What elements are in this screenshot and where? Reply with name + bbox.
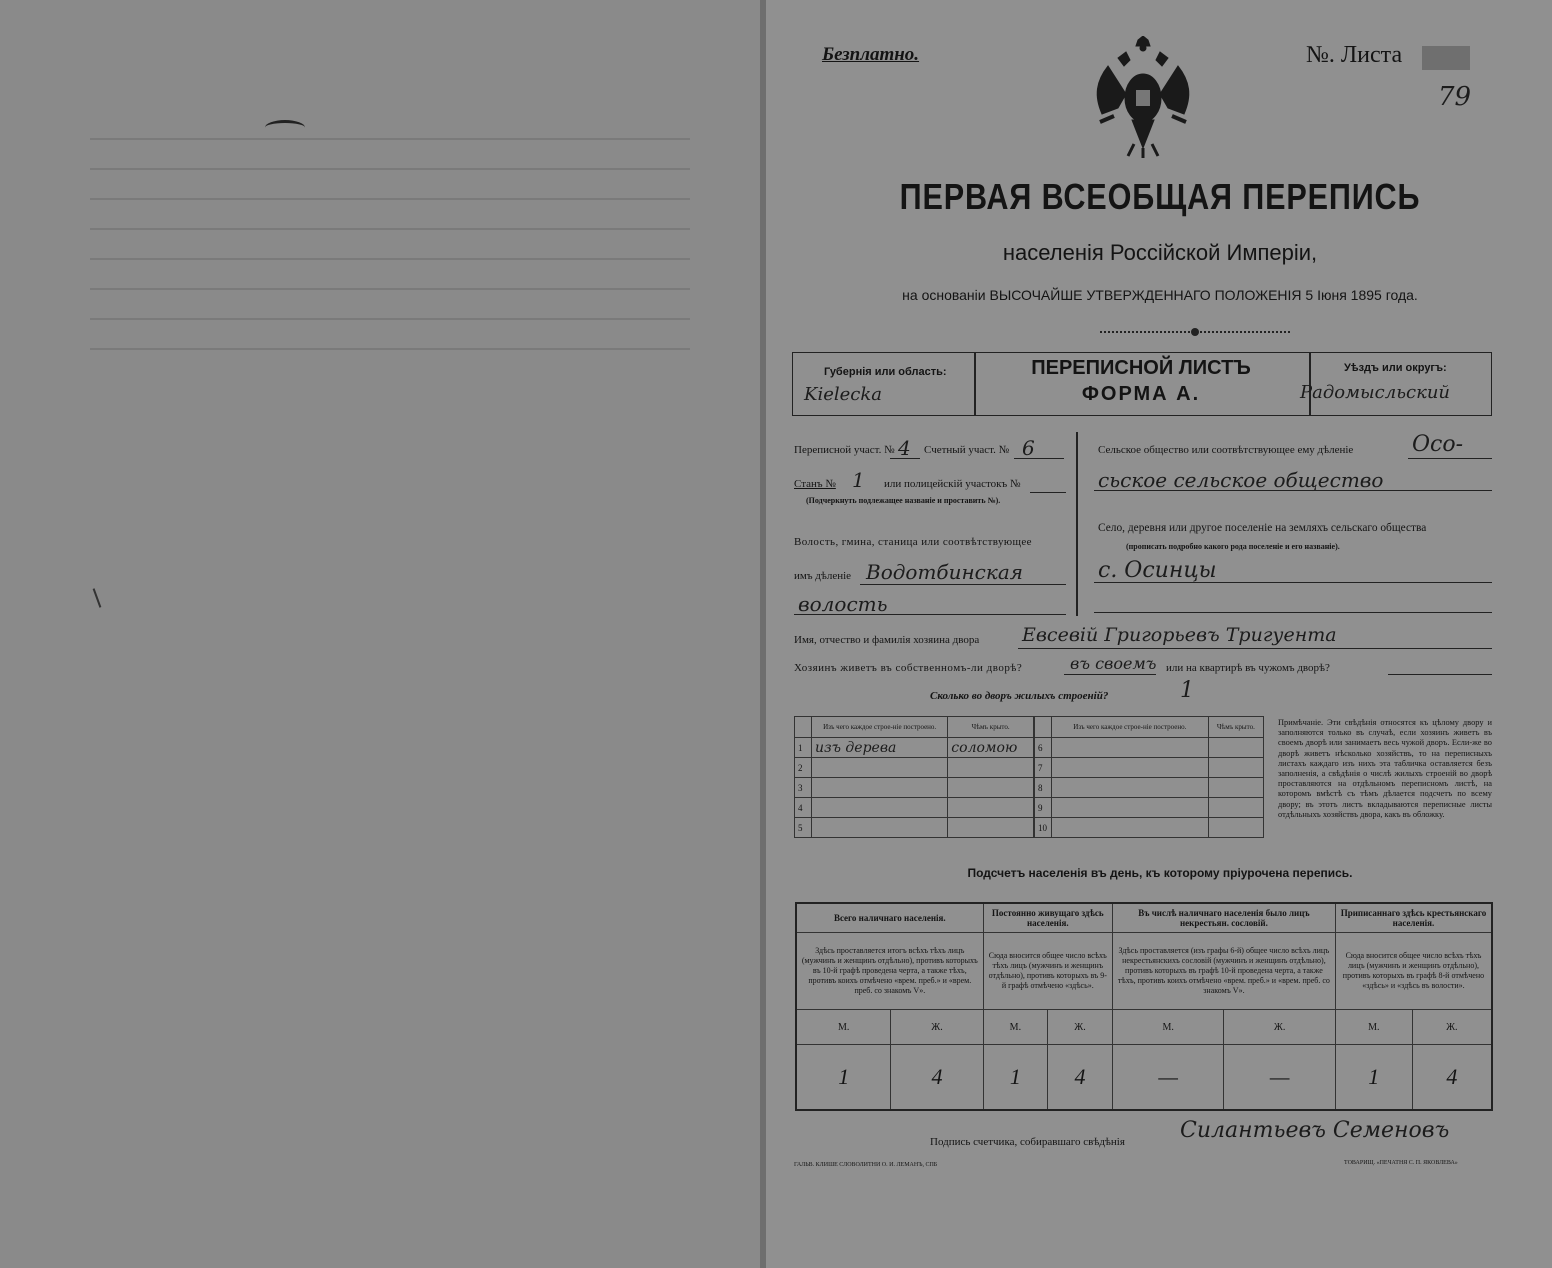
male-header: М. — [796, 1010, 891, 1045]
permanent-male-value: 1 — [983, 1045, 1048, 1111]
free-label: Безплатно. — [822, 44, 920, 65]
underline-note: (Подчеркнуть подлежащее названіе и проставить №). — [806, 496, 1001, 505]
printer-imprint-left: ГАЛЬВ. КЛИШЕ СЛОВОЛИТНИ О. И. ЛЕМАНЪ, СПБ — [794, 1162, 938, 1168]
rent-label: или на квартирѣ въ чужомъ дворѣ? — [1166, 662, 1330, 674]
gubernia-value: Kielecka — [804, 384, 882, 405]
page-subtitle: населенія Россійской Имперіи, — [1002, 240, 1318, 265]
buildings-table-right — [1034, 716, 1264, 838]
volost-label: Волость, гмина, станица или соотвѣтствующее — [794, 536, 1032, 548]
double-headed-eagle-emblem — [1088, 36, 1198, 158]
registered-male-value: 1 — [1335, 1045, 1412, 1111]
form-subtitle: ФОРМА А. — [1081, 383, 1201, 405]
volost-value: Водотбинская — [866, 560, 1023, 584]
signature-label: Подпись счетчика, собиравшаго свѣдѣнія — [930, 1136, 1125, 1148]
uezd-value: Радомысльский — [1300, 382, 1451, 403]
ink-mark — [93, 588, 102, 607]
census-district-value: 4 — [898, 436, 911, 460]
society-value-2: сьское сельское общество — [1098, 468, 1384, 492]
population-count-title: Подсчетъ населенія въ день, къ которому пріурочена перепись. — [967, 866, 1353, 880]
col-desc-total: Здѣсь проставляется итогъ всѣхъ тѣхъ лицъ (мужчинъ и женщинъ отдѣльно), противъ которыхъ въ 10-й графѣ проведена черта, а также тѣхъ, противъ коихъ отмѣчено «врем. преб.» и «врем. преб. со знакомъ V». — [796, 933, 983, 1010]
counting-district-label: Счетный участ. № — [924, 444, 1010, 456]
col-desc-non-peasant: Здѣсь проставляется (изъ графы 6-й) общее число всѣхъ лицъ некрестьянскихъ сословій (мужчинъ и женщинъ отдѣльно), противъ которыхъ въ графѣ 10-й проведена черта, а также тѣхъ, противъ коихъ отмѣчено «врем. преб.» и «врем. преб. со знакомъ V». — [1112, 933, 1335, 1010]
col-desc-registered: Сюда вносится общее число всѣхъ тѣхъ лицъ (мужчинъ и женщинъ отдѣльно), противъ которыхъ въ графѣ 8-й отмѣчено «здѣсь» и «здѣсь въ волости». — [1335, 933, 1492, 1010]
material-header: Изъ чего каждое строе-ніе построено. — [1052, 717, 1209, 738]
table-row: 9 — [1035, 798, 1264, 818]
col-header-registered: Приписаннаго здѣсь крестьянскаго населенія. — [1335, 903, 1492, 933]
col-header-permanent: Постоянно живущаго здѣсь населенія. — [983, 903, 1112, 933]
volost-label-2: имъ дѣленіе — [794, 570, 852, 582]
form-title: ПЕРЕПИСНОЙ ЛИСТЪ — [1031, 357, 1251, 379]
bleed-through-text — [90, 110, 690, 440]
gubernia-label: Губернія или область: — [824, 366, 947, 378]
table-row: 2 — [795, 758, 1034, 778]
owner-label: Имя, отчество и фамилія хозяина двора — [794, 634, 980, 646]
male-header: М. — [1112, 1010, 1223, 1045]
enumerator-signature: Силантьевъ Семеновъ — [1180, 1118, 1450, 1143]
female-header: Ж. — [1412, 1010, 1492, 1045]
society-value: Осо- — [1412, 432, 1464, 457]
folio-number: 79 — [1438, 82, 1472, 112]
female-header: Ж. — [891, 1010, 983, 1045]
uezd-label: Уѣздъ или округъ: — [1344, 362, 1447, 374]
col-desc-permanent: Сюда вносится общее число всѣхъ тѣхъ лицъ (мужчинъ и женщинъ отдѣльно), противъ которыхъ въ 9-й графѣ отмѣчено «здѣсь». — [983, 933, 1112, 1010]
roof-header: Чѣмъ крыто. — [1208, 717, 1263, 738]
population-table — [795, 902, 1493, 1111]
registered-female-value: 4 — [1412, 1045, 1492, 1111]
table-row: 4 — [795, 798, 1034, 818]
total-male-value: 1 — [796, 1045, 891, 1111]
table-row: 6 — [1035, 738, 1264, 758]
stan-label: Станъ № — [794, 478, 836, 490]
police-label: или полицейскій участокъ № — [884, 478, 1021, 490]
left-page — [0, 0, 762, 1268]
roof-header: Чѣмъ крыто. — [948, 717, 1034, 738]
column-divider — [1076, 432, 1078, 616]
volost-value-2: волость — [798, 592, 888, 616]
table-row: 5 — [795, 818, 1034, 838]
buildings-note: Примѣчаніе. Эти свѣдѣнія относятся къ цѣлому двору и заполняются только въ случаѣ, если хозяинъ живетъ въ своемъ дворѣ или занимаетъ весь чужой дворъ. Если-же во дворѣ живетъ нѣсколько хозяйствъ, то на переписныхъ листахъ каждаго изъ нихъ эта табличка оставляется безъ заполненія, а свѣдѣнія о числѣ жилыхъ строеній во дворѣ проставляются на отдѣльномъ переписномъ листѣ, на которомъ вмѣстѣ съ тѣмъ дѣлается подсчетъ по всему двору; въ этотъ листъ вкладываются переписные листы отдѣльныхъ хозяйствъ двора, какъ въ обложку. — [1278, 718, 1492, 819]
village-note: (прописать подробно какого рода поселеніе и его названіе). — [1126, 542, 1340, 551]
sheet-number-redacted — [1422, 46, 1470, 70]
own-yard-label: Хозяинъ живетъ въ собственномъ-ли дворѣ? — [794, 662, 1023, 674]
society-label: Сельское общество или соотвѣтствующее ему дѣленіе — [1098, 444, 1354, 456]
village-label: Село, деревня или другое поселеніе на земляхъ сельскаго общества — [1098, 522, 1427, 534]
page-title: ПЕРВАЯ ВСЕОБЩАЯ ПЕРЕПИСЬ — [899, 176, 1421, 217]
ink-smudge — [265, 120, 305, 135]
total-female-value: 4 — [891, 1045, 983, 1111]
material-header: Изъ чего каждое строе-ніе построено. — [812, 717, 948, 738]
counting-district-value: 6 — [1022, 436, 1035, 460]
owner-value: Евсевій Григорьевъ Тригуента — [1022, 624, 1337, 646]
table-row: 10 — [1035, 818, 1264, 838]
printer-imprint-right: ТОВАРИЩ. «ПЕЧАТНЯ С. П. ЯКОВЛЕВА» — [1344, 1160, 1458, 1166]
table-row: 7 — [1035, 758, 1264, 778]
table-row: 8 — [1035, 778, 1264, 798]
female-header: Ж. — [1224, 1010, 1336, 1045]
sheet-number-label: №. Листа — [1306, 42, 1403, 68]
village-value: с. Осинцы — [1098, 558, 1217, 583]
table-row: 3 — [795, 778, 1034, 798]
col-header-non-peasant: Въ числѣ наличнаго населенія было лицъ некрестьян. сословій. — [1112, 903, 1335, 933]
census-district-label: Переписной участ. № — [794, 444, 895, 456]
non-peasant-female-value: — — [1224, 1045, 1336, 1111]
own-yard-value: въ своемъ — [1070, 654, 1157, 673]
non-peasant-male-value: — — [1112, 1045, 1223, 1111]
table-row: 1 изъ дерева соломою — [795, 738, 1034, 758]
legal-basis: на основаніи ВЫСОЧАЙШЕ УТВЕРЖДЕННАГО ПОЛОЖЕНІЯ 5 Іюня 1895 года. — [902, 287, 1418, 303]
female-header: Ж. — [1048, 1010, 1113, 1045]
ornament-divider — [1100, 326, 1290, 338]
permanent-female-value: 4 — [1048, 1045, 1113, 1111]
male-header: М. — [983, 1010, 1048, 1045]
buildings-label: Сколько во дворъ жилыхъ строеній? — [930, 690, 1109, 702]
stan-value: 1 — [852, 468, 865, 492]
col-header-total: Всего наличнаго населенія. — [796, 903, 983, 933]
male-header: М. — [1335, 1010, 1412, 1045]
buildings-table-left — [794, 716, 1034, 838]
buildings-value: 1 — [1180, 678, 1194, 703]
